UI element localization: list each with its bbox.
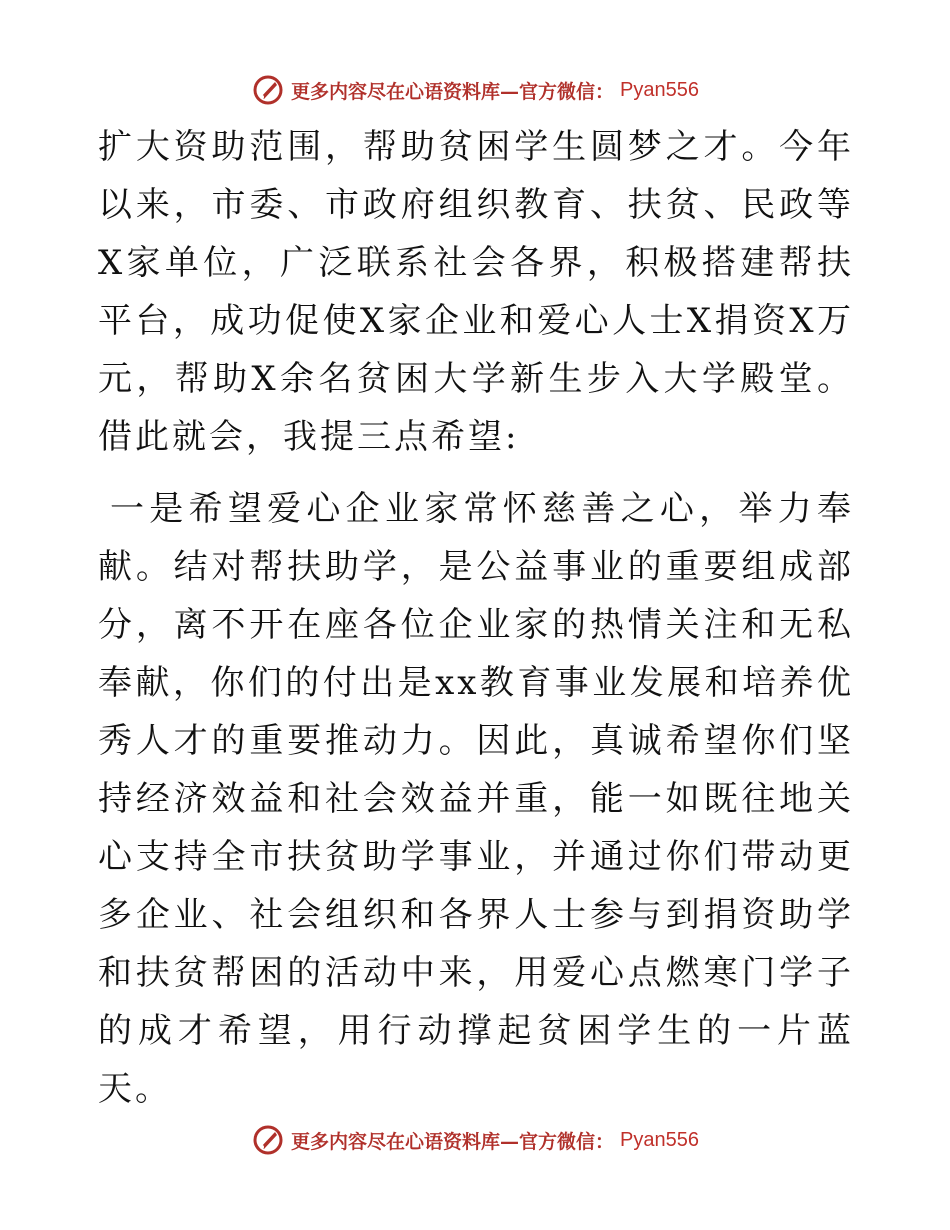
footer-banner (0, 1120, 950, 1160)
document-body (98, 118, 854, 1118)
footer-banner-handle: Pyan556 (620, 1128, 699, 1151)
header-banner-inner (251, 73, 699, 107)
paragraph-1: 扩大资助范围，帮助贫困学生圆梦之才。今年以来，市委、市政府组织教育、扶贫、民政等X家单位，广泛联系社会各界，积极搭建帮扶平台，成功促使X家企业和爱心人士X捐资X万元，帮助X余名贫困大学新生步入大学殿堂。借此就会，我提三点希望: (98, 127, 854, 457)
header-banner (0, 70, 950, 110)
header-banner-handle: Pyan556 (620, 78, 699, 101)
footer-banner-inner (251, 1123, 699, 1157)
red-quill-circle-icon (251, 73, 285, 107)
header-banner-text: 更多内容尽在心语资料库—官方微信： (291, 80, 615, 103)
footer-banner-text: 更多内容尽在心语资料库—官方微信： (291, 1130, 615, 1153)
paragraph-2: 一是希望爱心企业家常怀慈善之心，举力奉献。结对帮扶助学，是公益事业的重要组成部分，离不开在座各位企业家的热情关注和无私奉献，你们的付出是xx教育事业发展和培养优秀人才的重要推动力。因此，真诚希望你们坚持经济效益和社会效益并重，能一如既往地关心支持全市扶贫助学事业，并通过你们带动更多企业、社会组织和各界人士参与到捐资助学和扶贫帮困的活动中来，用爱心点燃寒门学子的成才希望，用行动撑起贫困学生的一片蓝天。 (98, 489, 854, 1109)
red-quill-circle-icon (251, 1123, 285, 1157)
